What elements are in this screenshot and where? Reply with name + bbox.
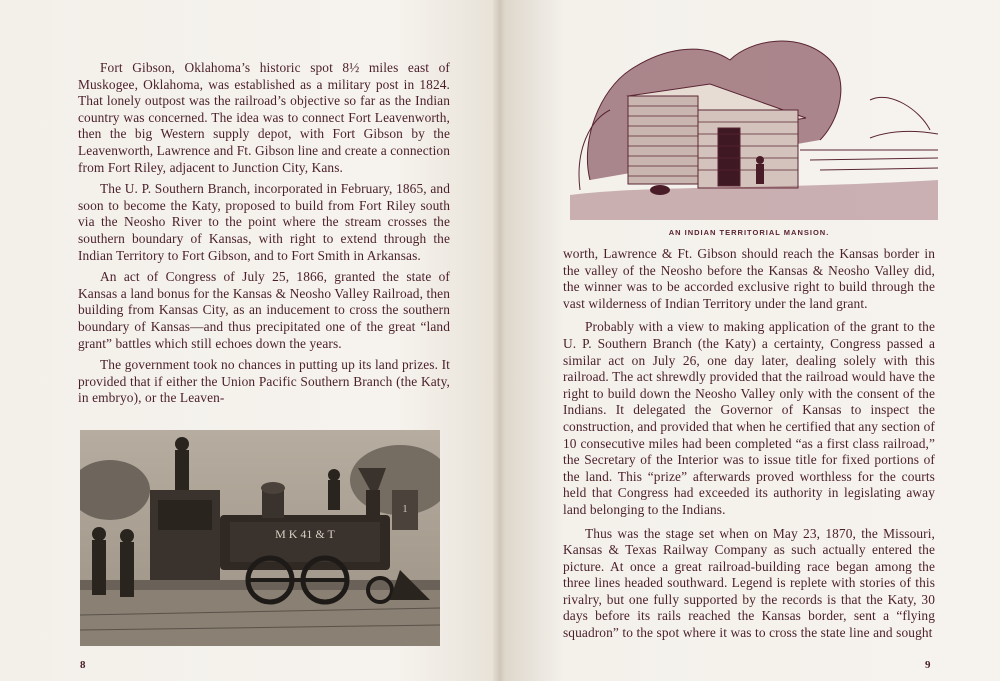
left-page: [0, 0, 495, 681]
paragraph: Fort Gibson, Oklahoma’s historic spot 8½ miles east of Muskogee, Oklahoma, was established as a military post in 1824. That lonely outpost was the railroad’s objective so far as the Indian country was concerned. The idea was to connect Fort Leavenworth, then the big Western supply depot, with Fort Gibson by the Leavenworth, Lawrence and Ft. Gibson line and create a connection from Fort Riley, adjacent to Junction City, Kans.: [78, 60, 450, 175]
illustration-caption: AN INDIAN TERRITORIAL MANSION.: [668, 228, 830, 237]
right-page-text: [563, 246, 935, 649]
paragraph: worth, Lawrence & Ft. Gibson should reach the Kansas border in the valley of the Neosho before the Kansas & Neosho Valley did, the winner was to be accorded exclusive right to build through the vast wilderness of Indian Territory under the land grant.: [563, 246, 935, 311]
paragraph: The U. P. Southern Branch, incorporated in February, 1865, and soon to become the Katy, proposed to build from Fort Riley south via the Neosho River to the point where the stream crosses the southern boundary of Kansas, with right to extend through the Indian Territory to Fort Gibson, and to Fort Smith in Arkansas.: [78, 181, 450, 263]
locomotive-lettering: M K 41 & T: [275, 527, 335, 541]
cabin-engraving: [570, 30, 938, 220]
page-number-right: 9: [925, 659, 931, 671]
paragraph: An act of Congress of July 25, 1866, granted the state of Kansas a land bonus for the Kansas & Neosho Valley Railroad, then building from Kansas City, as an inducement to cross the southern boundary of Kansas—and thus precipitated one of the great “land grant” battles which still echoes down the years.: [78, 269, 450, 351]
paragraph: The government took no chances in putting up its land prizes. It provided that if either the Union Pacific Southern Branch (the Katy, in embryo), or the Leaven-: [78, 357, 450, 406]
page-number-left: 8: [80, 659, 86, 671]
headlamp-number: 1: [402, 504, 408, 515]
locomotive-photo: [80, 430, 440, 646]
left-page-text: [78, 60, 450, 412]
paragraph: Thus was the stage set when on May 23, 1870, the Missouri, Kansas & Texas Railway Company as such actually entered the picture. At once a great railroad-building race began among the three lines headed southward. Legend is replete with stories of this rivalry, but one fully supported by the records is that the Katy, 30 days before its rails reached the Kansas border, sent a “flying squadron” to the spot where it was to cross the state line and sought: [563, 525, 935, 641]
paragraph: Probably with a view to making application of the grant to the U. P. Southern Branch (the Katy) a certainty, Congress passed a similar act on July 26, one day later, dealing solely with this railroad. The act shrewdly provided that the railroad would have the right to build down the Neosho Valley only with the consent of the Indians. It delegated the Governor of Kansas to inspect the construction, and provided that when he certified that any section of 10 consecutive miles had been completed “as a first class railroad,” the Secretary of the Interior was to issue title for fixed portions of the land. This “prize” afterwards proved worthless for the courts held that Congress had exceeded its authority in legislating away land belonging to the Indians.: [563, 319, 935, 517]
